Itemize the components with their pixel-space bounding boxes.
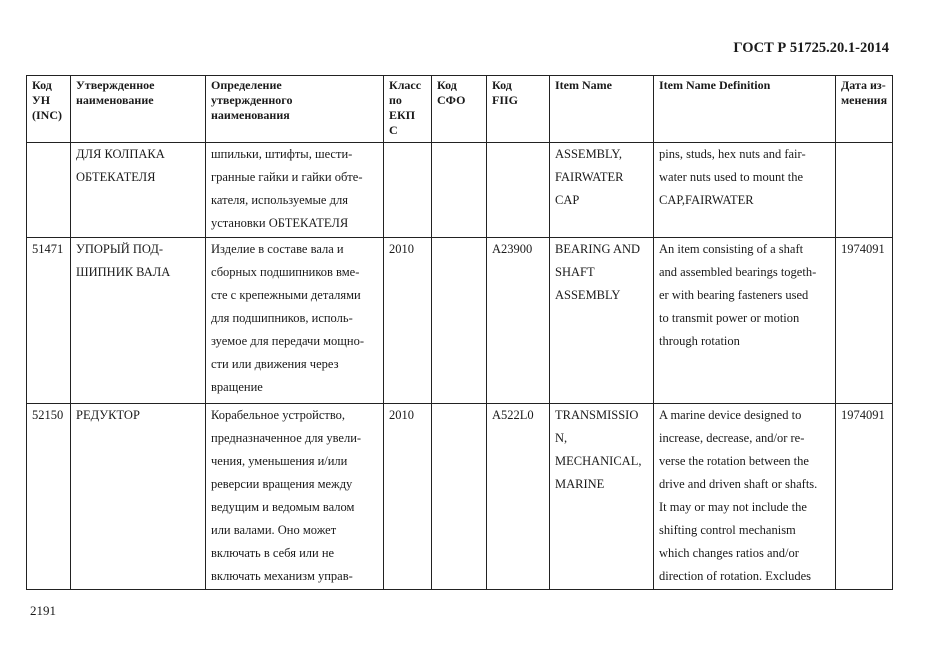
col-item-def-cell — [654, 404, 836, 590]
header-label-line: наименования — [211, 108, 290, 122]
col-date-cell — [836, 238, 893, 404]
col-inc-header — [27, 76, 71, 143]
col-definition-cell — [206, 143, 384, 238]
cell-text-line: verse the rotation between the — [659, 454, 809, 468]
header-label-line: ЕКП — [389, 108, 416, 122]
cell-text-line: реверсии вращения между — [211, 477, 353, 491]
header-label-line: СФО — [437, 93, 466, 107]
col-sfo-cell — [432, 404, 487, 590]
document-code: ГОСТ Р 51725.20.1-2014 — [733, 40, 889, 56]
col-sfo-cell — [432, 143, 487, 238]
cell-text-line: direction of rotation. Excludes — [659, 569, 812, 583]
col-definition-cell — [206, 238, 384, 404]
cell-text-line: to transmit power or motion — [659, 311, 800, 325]
col-sfo-header — [432, 76, 487, 143]
col-inc-cell — [27, 404, 71, 590]
col-approved-name-cell — [71, 143, 206, 238]
header-label-line: (INC) — [32, 108, 62, 122]
col-item-def-header — [654, 76, 836, 143]
col-inc-cell — [27, 238, 71, 404]
cell-text-line: CAP — [555, 193, 580, 207]
col-approved-name-cell — [71, 404, 206, 590]
col-item-name-cell — [550, 143, 654, 238]
header-label-line: FIIG — [492, 93, 519, 107]
header-label-line: Код — [32, 78, 52, 92]
col-approved-name-header — [71, 76, 206, 143]
header-label-line: менения — [841, 93, 888, 107]
header-label-line: Утвержденное — [76, 78, 155, 92]
header-label-line: по — [389, 93, 402, 107]
table-row — [27, 238, 893, 404]
cell-text-line: TRANSMISSIO — [555, 408, 639, 422]
col-class-cell — [384, 404, 432, 590]
cell-text-line: шпильки, штифты, шести- — [211, 147, 353, 161]
col-fiig-cell — [487, 238, 550, 404]
table-header-row — [27, 76, 893, 143]
col-item-name-cell — [550, 404, 654, 590]
cell-text-line: ОБТЕКАТЕЛЯ — [76, 170, 156, 184]
cell-text-line: drive and driven shaft or shafts. — [659, 477, 818, 491]
header-label-line: Item Name — [555, 78, 612, 92]
col-sfo-cell — [432, 238, 487, 404]
col-fiig-header — [487, 76, 550, 143]
cell-text-line: MARINE — [555, 477, 605, 491]
col-item-name-header — [550, 76, 654, 143]
cell-text-line: ведущим и ведомым валом — [211, 500, 355, 514]
cell-text: A522L0 — [492, 408, 534, 422]
col-definition-header — [206, 76, 384, 143]
table-row — [27, 404, 893, 590]
col-inc-cell — [27, 143, 71, 238]
header-label-line: С — [389, 123, 398, 137]
cell-text-line: включать механизм управ- — [211, 569, 353, 583]
cell-text-line: SHAFT — [555, 265, 595, 279]
col-class-header — [384, 76, 432, 143]
header-label-line: Класс — [389, 78, 422, 92]
header-label-line: УН — [32, 93, 51, 107]
col-date-cell — [836, 404, 893, 590]
cell-text-line: Корабельное устройство, — [211, 408, 346, 422]
cell-text-line: сте с крепежными деталями — [211, 288, 361, 302]
cell-text-line: УПОРЫЙ ПОД- — [76, 242, 164, 256]
cell-text-line: сборных подшипников вме- — [211, 265, 360, 279]
cell-text: 52150 — [32, 408, 64, 422]
cell-text-line: установки ОБТЕКАТЕЛЯ — [211, 216, 349, 230]
cell-text-line: зуемое для передачи мощно- — [211, 334, 365, 348]
col-class-cell — [384, 238, 432, 404]
cell-text-line: ШИПНИК ВАЛА — [76, 265, 171, 279]
cell-text: 1974091 — [841, 242, 885, 256]
header-label-line: Код — [492, 78, 512, 92]
cell-text-line: An item consisting of a shaft — [659, 242, 804, 256]
header-label-line: Код — [437, 78, 457, 92]
cell-text-line: er with bearing fasteners used — [659, 288, 809, 302]
cell-text-line: кателя, используемые для — [211, 193, 348, 207]
cell-text-line: РЕДУКТОР — [76, 408, 140, 422]
col-fiig-cell — [487, 143, 550, 238]
cell-text-line: and assembled bearings togeth- — [659, 265, 817, 279]
cell-text-line: для подшипников, исполь- — [211, 311, 353, 325]
page-number: 2191 — [30, 603, 56, 618]
cell-text-line: N, — [555, 431, 568, 445]
cell-text-line: ASSEMBLY — [555, 288, 621, 302]
cell-text-line: FAIRWATER — [555, 170, 624, 184]
cell-text-line: CAP,FAIRWATER — [659, 193, 754, 207]
cell-text-line: чения, уменьшения и/или — [211, 454, 348, 468]
col-date-cell — [836, 143, 893, 238]
cell-text-line: или валами. Оно может — [211, 523, 337, 537]
cell-text: 2010 — [389, 242, 414, 256]
cell-text-line: A marine device designed to — [659, 408, 802, 422]
cell-text-line: MECHANICAL, — [555, 454, 642, 468]
cell-text: 1974091 — [841, 408, 885, 422]
cell-text-line: ASSEMBLY, — [555, 147, 622, 161]
cell-text: 2010 — [389, 408, 414, 422]
cell-text-line: water nuts used to mount the — [659, 170, 804, 184]
col-item-def-cell — [654, 143, 836, 238]
cell-text-line: shifting control mechanism — [659, 523, 796, 537]
col-class-cell — [384, 143, 432, 238]
header-label-line: Item Name Definition — [659, 78, 771, 92]
col-date-header — [836, 76, 893, 143]
header-label-line: утвержденного — [211, 93, 293, 107]
cell-text-line: гранные гайки и гайки обте- — [211, 170, 363, 184]
cell-text-line: pins, studs, hex nuts and fair- — [659, 147, 806, 161]
col-fiig-cell — [487, 404, 550, 590]
cell-text: A23900 — [492, 242, 533, 256]
cell-text-line: включать в себя или не — [211, 546, 335, 560]
nomenclature-table — [26, 75, 893, 590]
cell-text-line: through rotation — [659, 334, 740, 348]
header-label-line: Определение — [211, 78, 282, 92]
cell-text-line: ДЛЯ КОЛПАКА — [76, 147, 165, 161]
cell-text-line: It may or may not include the — [659, 500, 807, 514]
header-label-line: Дата из- — [841, 78, 886, 92]
cell-text-line: increase, decrease, and/or re- — [659, 431, 805, 445]
cell-text-line: предназначенное для увели- — [211, 431, 362, 445]
col-item-name-cell — [550, 238, 654, 404]
cell-text-line: Изделие в составе вала и — [211, 242, 344, 256]
cell-text: 51471 — [32, 242, 64, 256]
col-definition-cell — [206, 404, 384, 590]
cell-text-line: вращение — [211, 380, 263, 394]
cell-text-line: which changes ratios and/or — [659, 546, 799, 560]
col-approved-name-cell — [71, 238, 206, 404]
col-item-def-cell — [654, 238, 836, 404]
header-label-line: наименование — [76, 93, 154, 107]
table-row — [27, 143, 893, 238]
cell-text-line: BEARING AND — [555, 242, 641, 256]
cell-text-line: сти или движения через — [211, 357, 339, 371]
